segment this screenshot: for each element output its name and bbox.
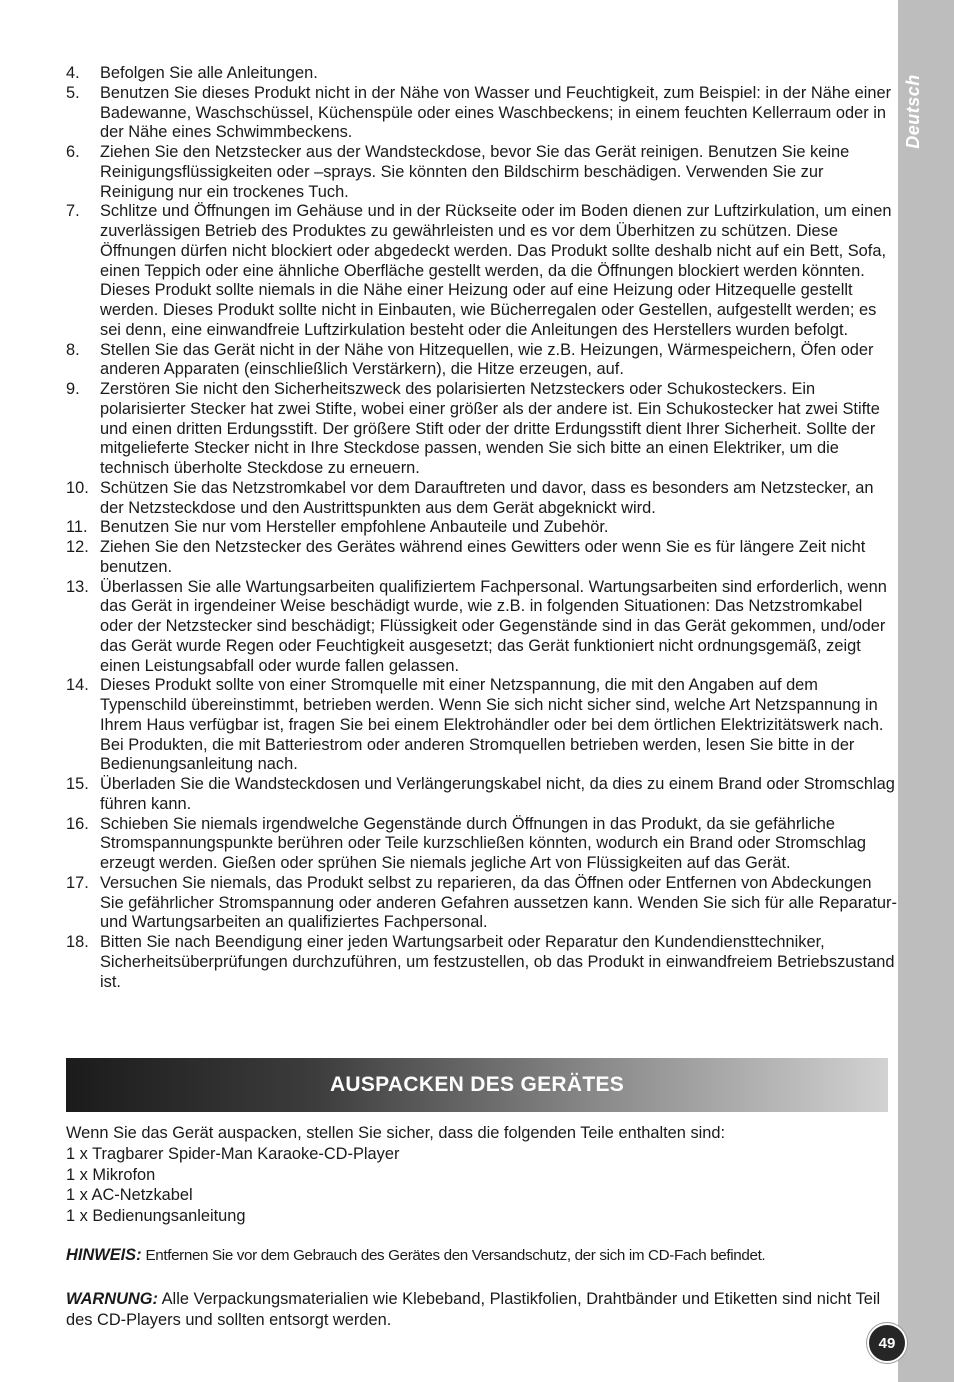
instruction-number: 12. — [66, 538, 89, 556]
instruction-text: Überlassen Sie alle Wartungsarbeiten qualifiziertem Fachpersonal. Wartungsarbeiten sind erforderlich, wenn das Gerät in irgendeiner Weise beschädigt wurde, wie z.B. in folgenden Situationen: Das Netzstromkabel oder der Netzstecker sind beschädigt; Flüssigkeit oder Gegenstände sind in das Gerät gekommen, und/oder das Gerät wurde Regen oder Feuchtigkeit ausgesetzt; das Gerät funktioniert nicht ordnungsgemäß, zeigt einen Leistungsabfall oder wurde fallen gelassen. — [100, 577, 887, 675]
instruction-number: 5. — [66, 83, 80, 102]
instruction-number: 4. — [66, 64, 80, 82]
warning-label: WARNUNG: — [66, 1290, 158, 1308]
section-title: AUSPACKEN DES GERÄTES — [329, 1073, 625, 1096]
language-label: Deutsch — [902, 73, 923, 149]
instruction-number: 18. — [66, 933, 89, 951]
instruction-text: Schlitze und Öffnungen im Gehäuse und in der Rückseite oder im Boden dienen zur Luftzirkulation, um einen zuverlässigen Betrieb des Produktes zu gewährleisten und es vor dem Überhitzen zu schützen. Diese Öffnungen dürfen nicht blockiert oder abgedeckt werden. Das Produkt sollte deshalb nicht auf ein Bett, Sofa, einen Teppich oder eine ähnliche Oberfläche gestellt werden, da die Öffnungen blockiert werden könnten. Dieses Produkt sollte niemals in die Nähe einer Heizung oder auf eine Heizung oder Hitzequelle gestellt werden. Dieses Produkt sollte nicht in Einbauten, wie Bücherregalen oder Gestellen, aufgestellt werden; es sei denn, eine einwandfreie Luftzirkulation besteht oder die Anleitungen des Herstellers wurden befolgt. — [100, 202, 892, 339]
instruction-text: Überladen Sie die Wandsteckdosen und Verlängerungskabel nicht, da dies zu einem Brand oder Stromschlag führen kann. — [100, 775, 895, 813]
instruction-text: Schützen Sie das Netzstromkabel vor dem Darauftreten und davor, dass es besonders am Netzstecker, an der Netzsteckdose und den Austrittspunkten aus dem Gerät abgeknickt wird. — [100, 478, 874, 517]
instruction-item — [66, 380, 898, 479]
instruction-number: 16. — [66, 814, 89, 833]
instruction-text: Benutzen Sie dieses Produkt nicht in der Nähe von Wasser und Feuchtigkeit, zum Beispiel: in der Nähe einer Badewanne, Waschschüssel, Küchenspüle oder eines Waschbeckens; in einem feuchten Kellerraum oder in der Nähe eines Schwimmbeckens. — [100, 83, 892, 142]
safety-instructions-list — [66, 64, 898, 992]
instruction-item — [66, 578, 898, 677]
instruction-item — [66, 518, 898, 538]
note-text: Entfernen Sie vor dem Gebrauch des Gerätes den Versandschutz, der sich im CD-Fach befindet. — [141, 1247, 766, 1264]
instruction-text: Ziehen Sie den Netzstecker aus der Wandsteckdose, bevor Sie das Gerät reinigen. Benutzen Sie keine Reinigungsflüssigkeiten oder –sprays. Sie könnten den Bildschirm beschädigen. Verwenden Sie zur Reinigung nur ein trockenes Tuch. — [100, 143, 850, 201]
instruction-number: 15. — [66, 775, 89, 793]
unpacking-contents — [66, 1123, 896, 1227]
instruction-text: Zerstören Sie nicht den Sicherheitszweck des polarisierten Netzsteckers oder Schukosteckers. Ein polarisierter Stecker hat zwei Stifte, wobei einer größer als der andere ist. Ein Schukostecker hat zwei Stifte und einen dritten Erdungsstift. Der größere Stift oder der dritte Erdungsstift dient Ihrer Sicherheit. Sollte der mitgelieferte Stecker nicht in Ihre Steckdose passen, wenden Sie sich bitte an einen Elektriker, um die technisch überholte Steckdose zu erneuern. — [100, 380, 880, 477]
instruction-text: Dieses Produkt sollte von einer Stromquelle mit einer Netzspannung, die mit den Angaben auf dem Typenschild übereinstimmt, betrieben werden. Wenn Sie sich nicht sicher sind, welche Art Netzspannung in Ihrem Haus verfügbar ist, fragen Sie bei einem Elektrohändler oder bei dem örtlichen Elektrizitätswerk nach. Bei Produkten, die mit Batteriestrom oder anderen Stromquellen betrieben werden, lesen Sie bitte in der Bedienungsanleitung nach. — [100, 676, 884, 774]
instruction-text: Ziehen Sie den Netzstecker des Gerätes während eines Gewitters oder wenn Sie es für längere Zeit nicht benutzen. — [100, 538, 866, 576]
instruction-item — [66, 341, 898, 381]
instruction-number: 9. — [66, 380, 80, 398]
language-side-tab-label — [898, 66, 928, 156]
instruction-number: 10. — [66, 478, 89, 497]
note-paragraph — [66, 1246, 896, 1265]
language-side-tab — [898, 0, 954, 1382]
instruction-item — [66, 775, 898, 815]
warning-text: Alle Verpackungsmaterialien wie Klebeband, Plastikfolien, Drahtbänder und Etiketten sind nicht Teil des CD-Players und sollten entsorgt werden. — [66, 1290, 881, 1329]
instruction-item — [66, 143, 898, 202]
instruction-text: Befolgen Sie alle Anleitungen. — [100, 64, 318, 82]
package-item: 1 x Bedienungsanleitung — [66, 1207, 246, 1226]
instruction-number: 17. — [66, 873, 89, 892]
instruction-item — [66, 933, 898, 992]
instruction-number: 11. — [66, 518, 88, 537]
page-number-badge — [867, 1323, 907, 1363]
section-banner — [66, 1058, 888, 1112]
instruction-item — [66, 64, 898, 84]
unpacking-intro: Wenn Sie das Gerät auspacken, stellen Sie sicher, dass die folgenden Teile enthalten sind: — [66, 1124, 726, 1142]
instruction-number: 7. — [66, 202, 80, 221]
instruction-item — [66, 479, 898, 519]
instruction-text: Bitten Sie nach Beendigung einer jeden Wartungsarbeit oder Reparatur den Kundendiensttechniker, Sicherheitsüberprüfungen durchzuführen, um festzustellen, ob das Produkt in einwandfreiem Betriebszustand ist. — [100, 933, 895, 991]
instruction-item — [66, 538, 898, 578]
instruction-number: 14. — [66, 676, 89, 695]
instruction-number: 8. — [66, 340, 80, 359]
package-item: 1 x Mikrofon — [66, 1165, 156, 1184]
package-item: 1 x AC-Netzkabel — [66, 1186, 193, 1205]
warning-paragraph — [66, 1289, 896, 1331]
instruction-item — [66, 202, 898, 340]
instruction-item — [66, 676, 898, 775]
instruction-text: Schieben Sie niemals irgendwelche Gegenstände durch Öffnungen in das Produkt, da sie gefährliche Stromspannungspunkte berühren oder Teile kurzschließen könnten, wodurch ein Brand oder Stromschlag erzeugt werden. Gießen oder sprühen Sie niemals jegliche Art von Flüssigkeiten auf das Gerät. — [100, 814, 866, 872]
instruction-item — [66, 84, 898, 143]
instruction-text: Benutzen Sie nur vom Hersteller empfohlene Anbauteile und Zubehör. — [100, 518, 609, 537]
instruction-number: 6. — [66, 143, 80, 161]
note-label: HINWEIS: — [66, 1246, 142, 1264]
page-number: 49 — [878, 1334, 896, 1352]
instruction-text: Versuchen Sie niemals, das Produkt selbst zu reparieren, da das Öffnen oder Entfernen von Abdeckungen Sie gefährlicher Stromspannung oder anderen Gefahren aussetzen kann. Wenden Sie sich für alle Reparatur- und Wartungsarbeiten an qualifiziertes Fachpersonal. — [100, 873, 897, 932]
instruction-item — [66, 815, 898, 874]
package-item: 1 x Tragbarer Spider-Man Karaoke-CD-Player — [66, 1144, 400, 1163]
instruction-item — [66, 874, 898, 933]
instruction-text: Stellen Sie das Gerät nicht in der Nähe von Hitzequellen, wie z.B. Heizungen, Wärmespeichern, Öfen oder anderen Apparaten (einschließlich Verstärkern), die Hitze erzeugen, auf. — [100, 340, 874, 379]
instruction-number: 13. — [66, 577, 89, 596]
